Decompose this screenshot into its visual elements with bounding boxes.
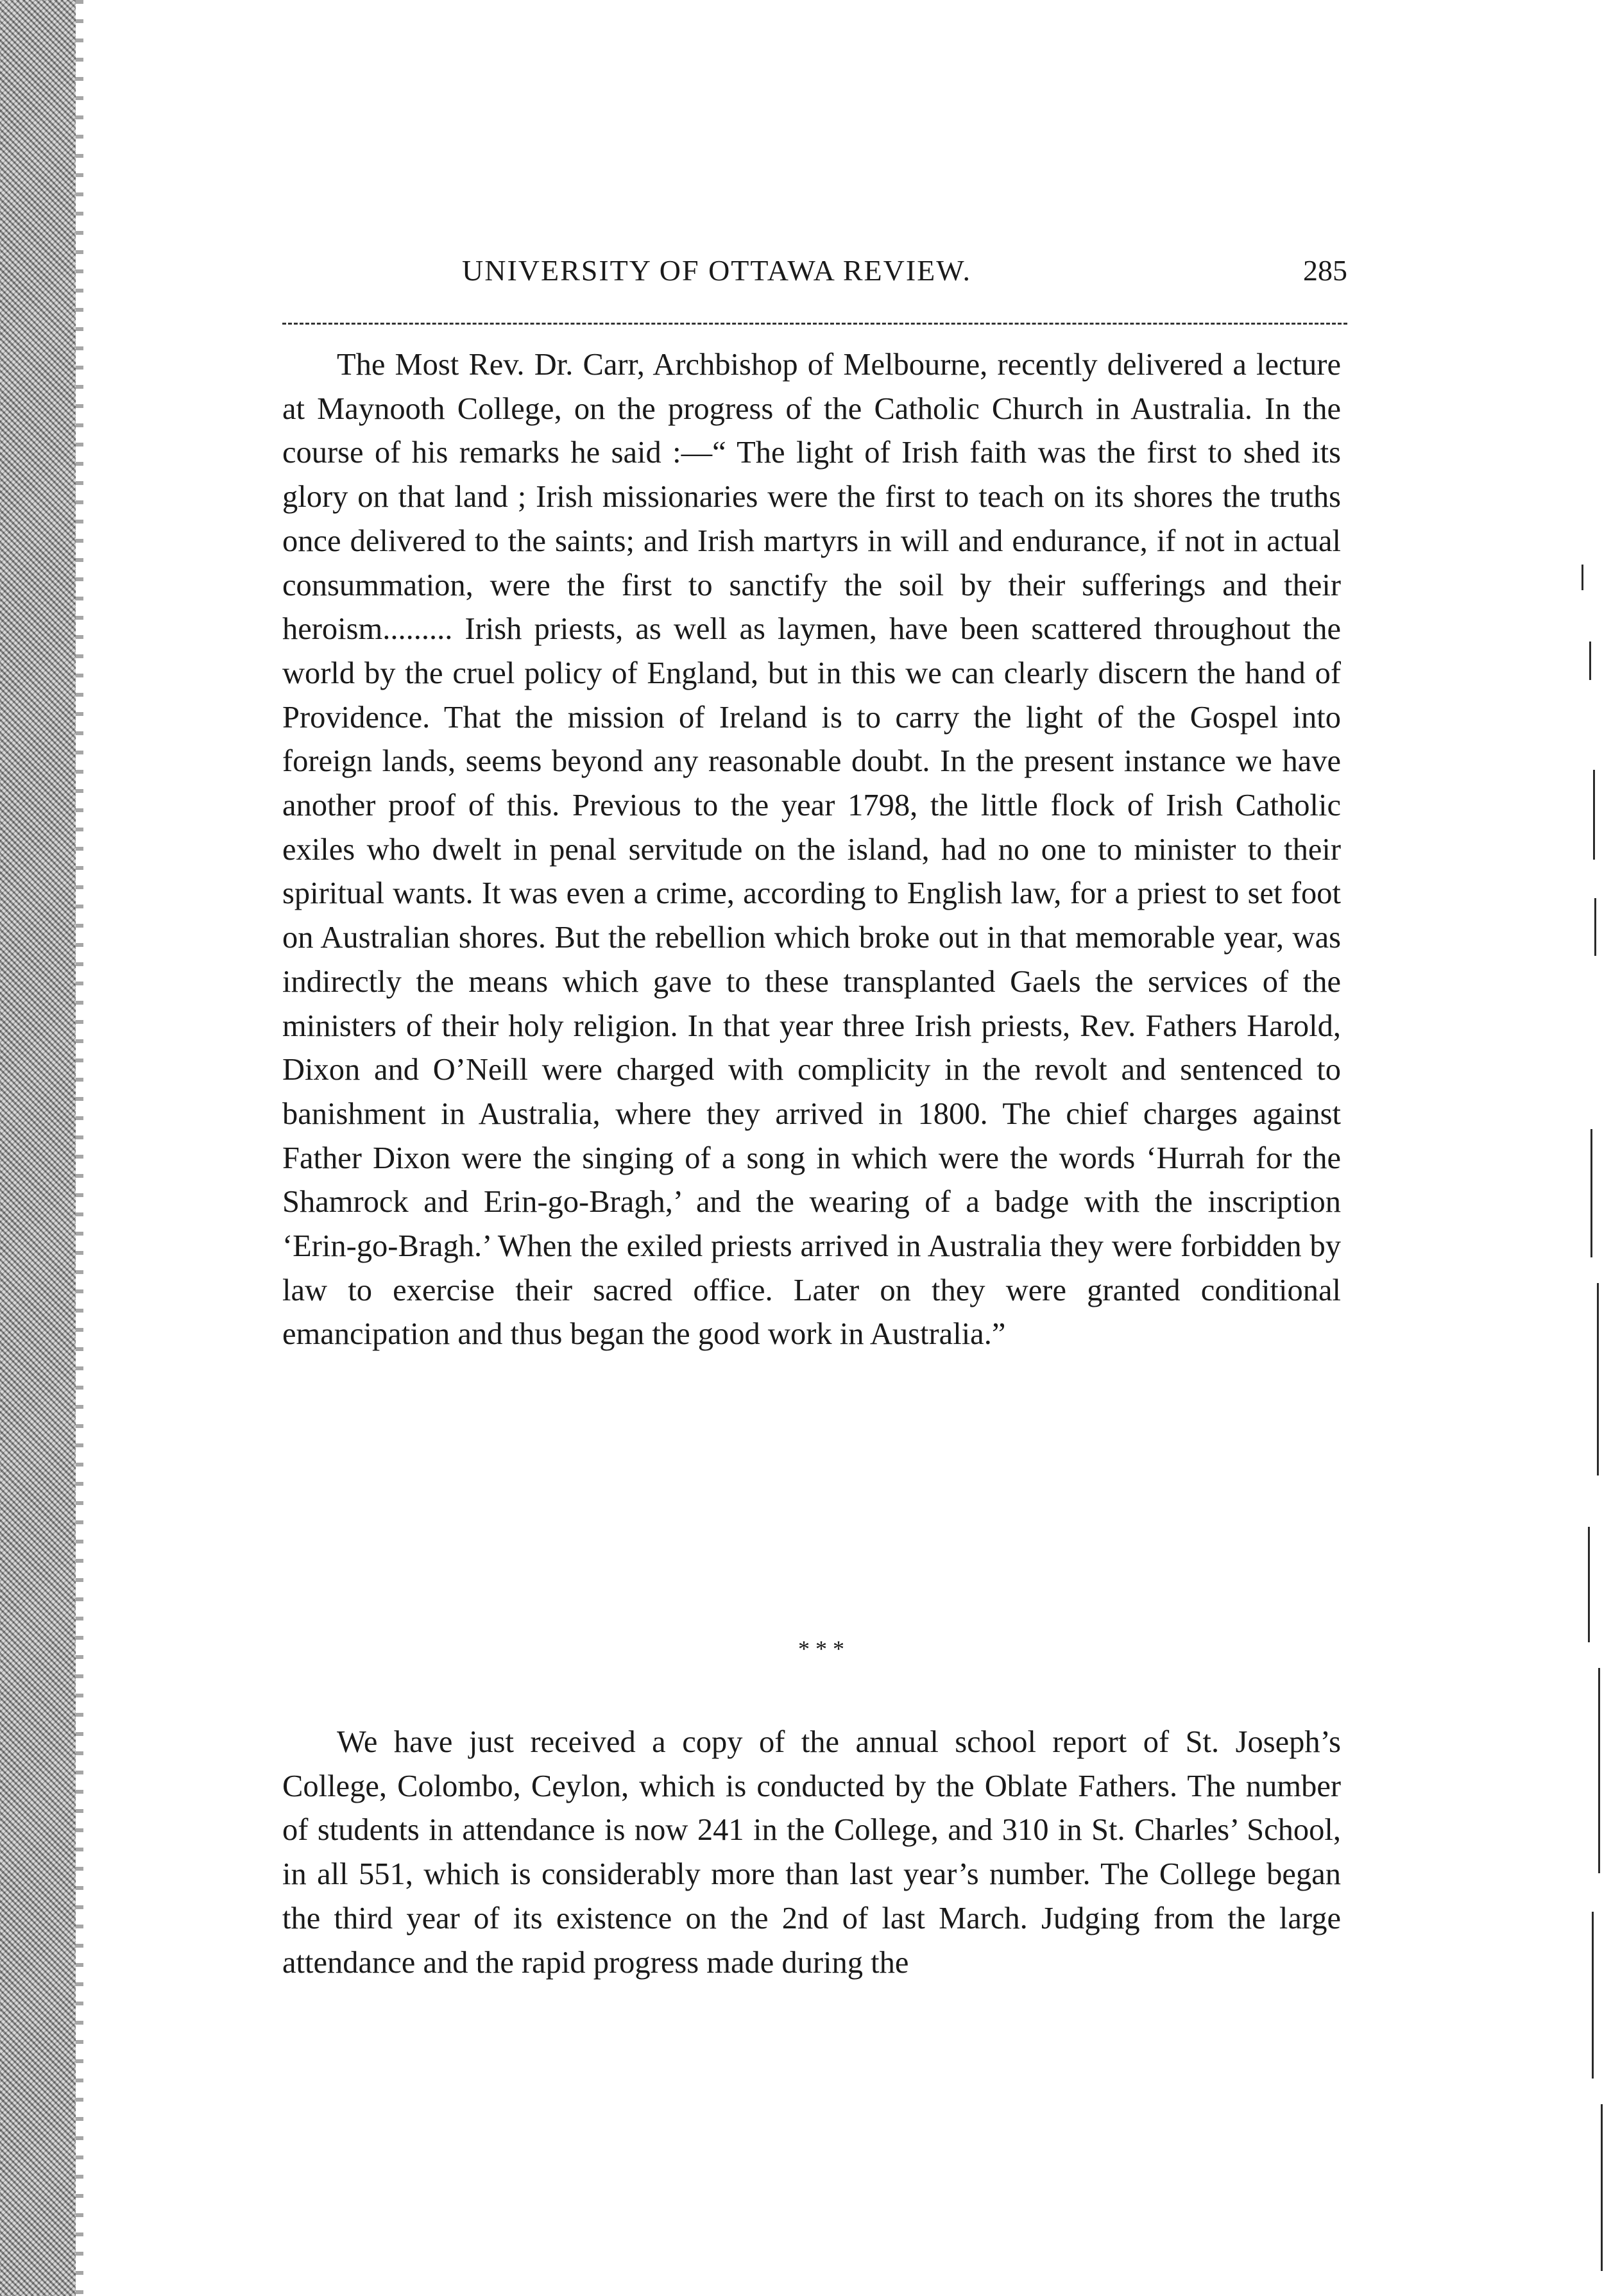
header-rule (282, 323, 1347, 325)
binding-edge (76, 0, 83, 2296)
separator-text: * * * (798, 1636, 844, 1662)
article-paragraph: We have just received a copy of the annual school report of St. Joseph’s College, Colombo, Ceylon, which is conducted by the Oblate Fathers. The number of students in attendance is now 241 in the College, and 310 in St. Charles’ School, in all 551, which is considerably more than last year’s number. The College began the third year of its existence on the 2nd of last March. Judging from the large attendance and the rapid progress made during the (282, 1725, 1341, 1980)
page-number: 285 (1303, 254, 1347, 287)
journal-title: UNIVERSITY OF OTTAWA REVIEW. (462, 254, 971, 287)
running-head (282, 253, 1347, 298)
section-separator (789, 1636, 853, 1662)
page-content (282, 253, 1347, 1980)
page-edge-marks (1575, 565, 1614, 2284)
binding-spine (0, 0, 76, 2296)
article-paragraph: The Most Rev. Dr. Carr, Archbishop of Melbourne, recently delivered a lecture at Maynooth College, on the progress of the Catholic Church in Australia. In the course of his remarks he said :—“ The light of Irish faith was the first to shed its glory on that land ; Irish missionaries were the first to teach on its shores the truths once delivered to the saints; and Irish martyrs in will and endurance, if not in actual consummation, were the first to sanctify the soil by their sufferings and their heroism......... Irish priests, as well as laymen, have been scattered throughout the world by the cruel policy of England, but in this we can clearly discern the hand of Providence. That the mission of Ireland is to carry the light of the Gospel into foreign lands, seems beyond any reasonable doubt. In the present instance we have another proof of this. Previous to the year 1798, the little flock of Irish Catholic exiles who dwelt in penal servitude on the island, had no one to minister to their spiritual wants. It was even a crime, according to English law, for a priest to set foot on Australian shores. But the rebellion which broke out in that memorable year, was indirectly the means which gave to these transplanted Gaels the services of the ministers of their holy religion. In that year three Irish priests, Rev. Fathers Harold, Dixon and O’Neill were charged with complicity in the revolt and sentenced to banishment in Australia, where they arrived in 1800. The chief charges against Father Dixon were the singing of a song in which were the words ‘Hurrah for the Shamrock and Erin-go-Bragh,’ and the wearing of a badge with the inscription ‘Erin-go-Bragh.’ When the exiled priests arrived in Australia they were forbidden by law to exercise their sacred office. Later on they were granted conditional emancipation and thus began the good work in Australia.” (282, 348, 1341, 1352)
